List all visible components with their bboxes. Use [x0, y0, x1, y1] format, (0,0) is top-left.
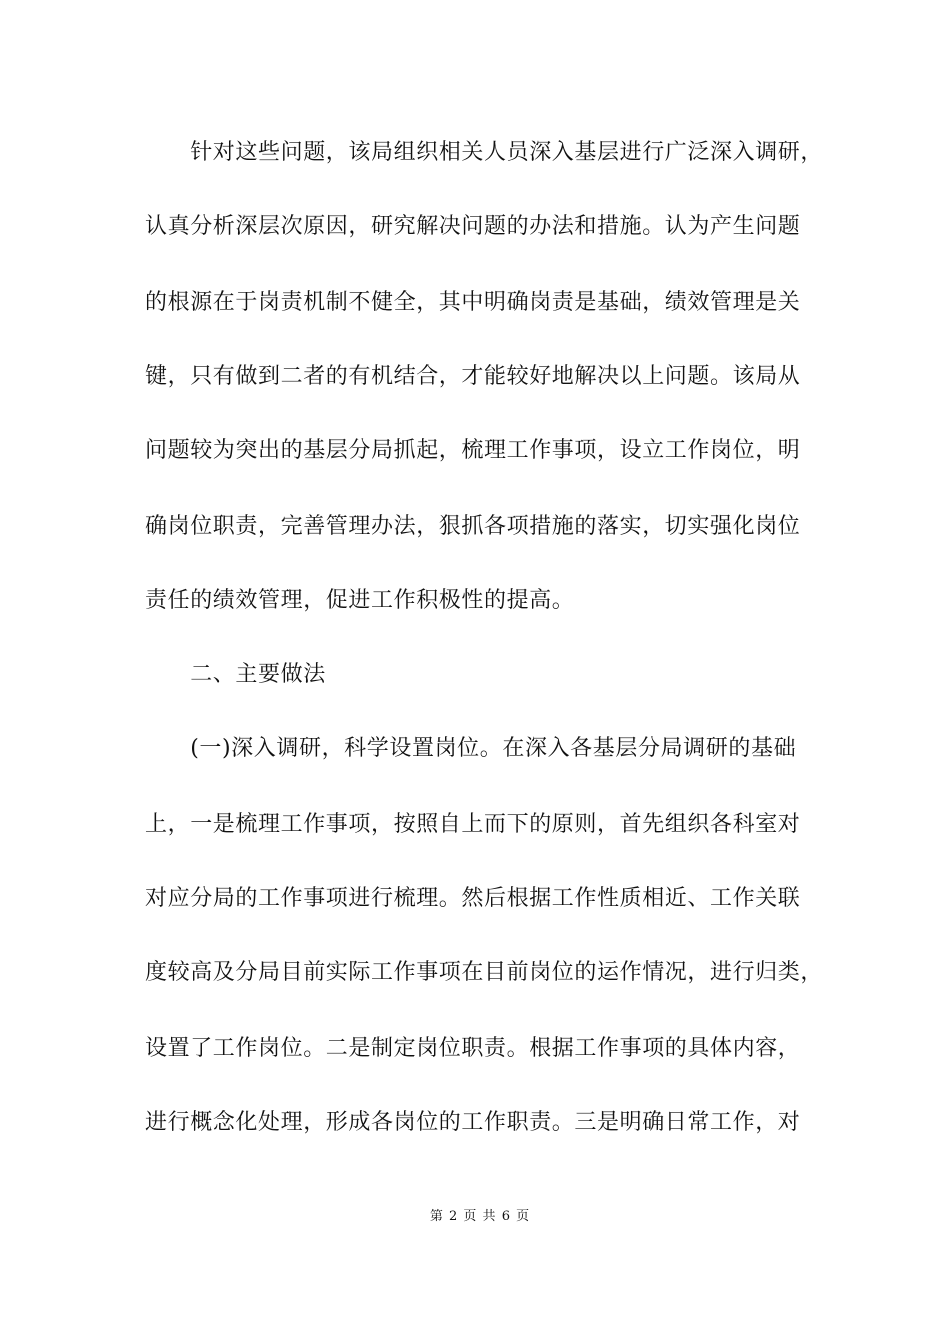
text-line: 上，一是梳理工作事项，按照自上而下的原则，首先组织各科室对 — [145, 812, 801, 837]
text-line: 责任的绩效管理，促进工作积极性的提高。 — [145, 588, 575, 613]
text-line: (一)深入调研，科学设置岗位。在深入各基层分局调研的基础 — [145, 736, 797, 761]
text-line: 认真分析深层次原因，研究解决问题的办法和措施。认为产生问题 — [145, 214, 801, 239]
page-number-footer: 第 2 页 共 6 页 — [429, 1209, 531, 1224]
text-line: 问题较为突出的基层分局抓起，梳理工作事项，设立工作岗位，明 — [145, 438, 801, 463]
text-line: 度较高及分局目前实际工作事项在目前岗位的运作情况，进行归类， — [145, 960, 824, 985]
text-line: 对应分局的工作事项进行梳理。然后根据工作性质相近、工作关联 — [145, 886, 801, 911]
text-line: 键，只有做到二者的有机结合，才能较好地解决以上问题。该局从 — [145, 364, 801, 389]
text-line: 的根源在于岗责机制不健全，其中明确岗责是基础，绩效管理是关 — [145, 290, 801, 315]
section-heading: 二、主要做法 — [145, 662, 326, 687]
text-line: 针对这些问题，该局组织相关人员深入基层进行广泛深入调研， — [145, 140, 824, 165]
text-line: 进行概念化处理，形成各岗位的工作职责。三是明确日常工作，对 — [145, 1110, 801, 1135]
text-line: 确岗位职责，完善管理办法，狠抓各项措施的落实，切实强化岗位 — [145, 514, 801, 539]
text-line: 设置了工作岗位。二是制定岗位职责。根据工作事项的具体内容， — [145, 1036, 801, 1061]
